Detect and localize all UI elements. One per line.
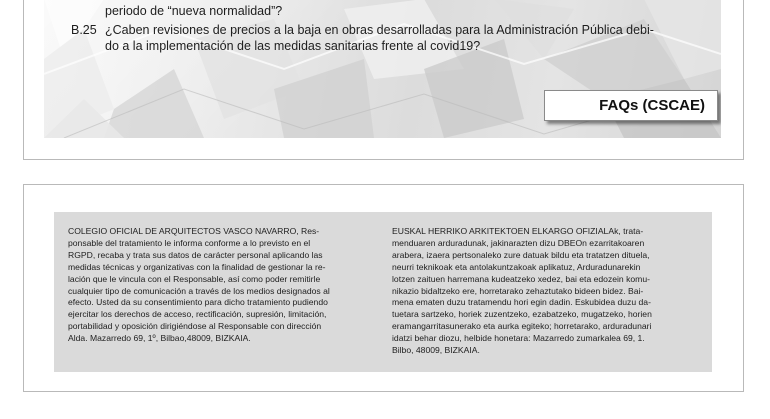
legal-panel	[23, 184, 744, 392]
legal-line: arabera, izaera pertsonaleko zure datuak bildu eta tratatzen dituela,	[392, 249, 650, 260]
legal-line: idatzi behar diozu, helbide honetara: Mazarredo zumarkalea 69, 1.	[392, 333, 645, 344]
faqs-cscae-button[interactable]: FAQs (CSCAE)	[544, 90, 718, 121]
question-text-line-1: ¿Caben revisiones de precios a la baja en obras desarrolladas para la Administración Pública debi-	[105, 23, 654, 37]
legal-notice-spanish	[68, 226, 368, 345]
legal-line: RGPD, recaba y trata sus datos de carácter personal aplicando las	[68, 249, 323, 260]
legal-line: efecto. Usted da su consentimiento para dicho tratamiento pudiendo	[68, 297, 328, 308]
legal-line: lotzen zaituen harremana kudeatzeko xedez, bai eta edozein komu-	[392, 273, 650, 284]
legal-line: COLEGIO OFICIAL DE ARQUITECTOS VASCO NAVARRO, Res-	[68, 226, 320, 236]
legal-notice-box	[54, 212, 712, 372]
legal-line: portabilidad y oposición dirigiéndose al Responsable con dirección	[68, 321, 322, 332]
legal-line: eramangarritasunerako eta aurka egiteko; horretarako, arduradunari	[392, 321, 652, 332]
legal-line: lación que le vincula con el Responsable, así como poder remitirle	[68, 273, 321, 284]
question-text-line-2: do a la implementación de las medidas sanitarias frente al covid19?	[105, 39, 481, 53]
legal-line: menduaren arduradunak, jakinarazten dizu DBEOn ezarritakoaren	[392, 237, 645, 248]
legal-line: tuetara sartzeko, horiek zuzentzeko, ezabatzeko, mugatzeko, horien	[392, 309, 652, 320]
legal-line: EUSKAL HERRIKO ARKITEKTOEN ELKARGO OFIZIALAk, trata-	[392, 226, 644, 236]
legal-notice-basque	[392, 226, 698, 357]
legal-line: ponsable del tratamiento le informa conforme a lo previsto en el	[68, 237, 311, 248]
legal-line: medidas técnicas y organizativas con la finalidad de gestionar la re-	[68, 261, 326, 272]
legal-line: nikazio bidaltzeko ere, horretarako zehaztutako bideen bidez. Bai-	[392, 285, 644, 296]
faq-banner	[44, 0, 721, 138]
legal-line: Bilbo, 48009, BIZKAIA.	[392, 345, 480, 356]
legal-line: mena ematen duzu tratamendu hori egin dadin. Eskubidea duzu da-	[392, 297, 651, 308]
question-number: B.25	[71, 23, 97, 37]
legal-line: Alda. Mazarredo 69, 1º, Bilbao,48009, BIZKAIA.	[68, 333, 251, 344]
legal-line: ejercitar los derechos de acceso, rectificación, supresión, limitación,	[68, 309, 327, 320]
legal-line: cualquier tipo de comunicación a través de los medios designados al	[68, 285, 330, 296]
faq-text-layer	[44, 0, 721, 138]
legal-line: neurri teknikoak eta antolakuntzakoak aplikatuz, Arduradunarekin	[392, 261, 641, 272]
question-continuation: periodo de “nueva normalidad”?	[105, 4, 283, 18]
faq-panel	[23, 0, 744, 160]
